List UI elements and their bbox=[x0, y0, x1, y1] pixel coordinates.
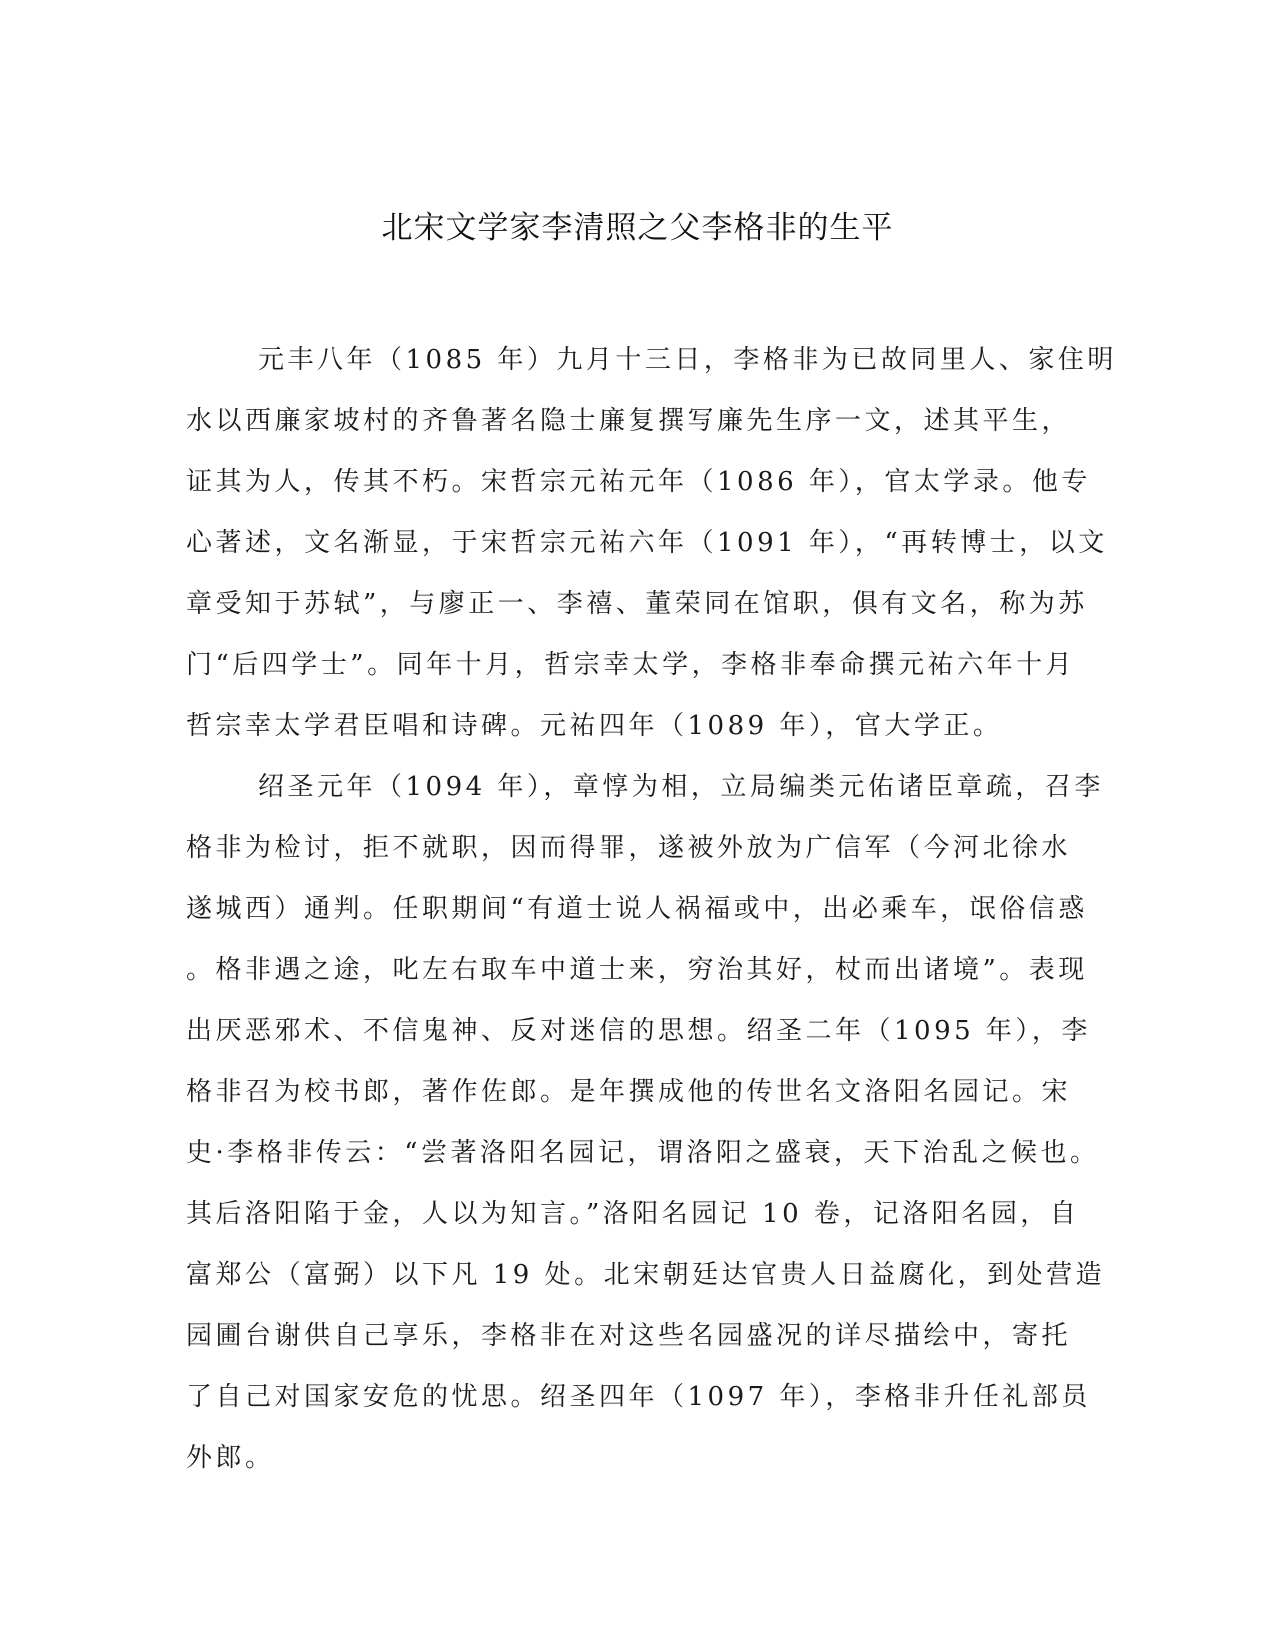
paragraph-line: 证其为人，传其不朽。宋哲宗元祐元年（1086 年），官太学录。他专 bbox=[186, 467, 1091, 497]
paragraph-line: 了自己对国家安危的忧思。绍圣四年（1097 年），李格非升任礼部员 bbox=[186, 1382, 1091, 1412]
document-body bbox=[186, 330, 1117, 1489]
paragraph-2 bbox=[186, 757, 1106, 1489]
paragraph-line: 出厌恶邪术、不信鬼神、反对迷信的思想。绍圣二年（1095 年），李 bbox=[186, 1016, 1091, 1046]
paragraph-line: 绍圣元年（1094 年），章惇为相，立局编类元佑诸臣章疏，召李 bbox=[258, 772, 1104, 802]
paragraph-line: 格非为检讨，拒不就职，因而得罪，遂被外放为广信军（今河北徐水 bbox=[186, 833, 1072, 863]
paragraph-line: 章受知于苏轼”，与廖正一、李禧、董荣同在馆职，俱有文名，称为苏 bbox=[186, 589, 1088, 619]
paragraph-line: 富郑公（富弼）以下凡 19 处。北宋朝廷达官贵人日益腐化，到处营造 bbox=[186, 1260, 1106, 1290]
paragraph-line: 心著述，文名渐显，于宋哲宗元祐六年（1091 年），“再转博士，以文 bbox=[186, 528, 1108, 558]
paragraph-line: 。格非遇之途，叱左右取车中道士来，穷治其好，杖而出诸境”。表现 bbox=[186, 955, 1088, 985]
paragraph-line: 格非召为校书郎，著作佐郎。是年撰成他的传世名文洛阳名园记。宋 bbox=[186, 1077, 1072, 1107]
paragraph-line: 门“后四学士”。同年十月，哲宗幸太学，李格非奉命撰元祐六年十月 bbox=[186, 650, 1076, 680]
document-title: 北宋文学家李清照之父李格非的生平 bbox=[381, 210, 894, 246]
paragraph-line: 元丰八年（1085 年）九月十三日，李格非为已故同里人、家住明 bbox=[258, 345, 1117, 375]
paragraph-line: 水以西廉家坡村的齐鲁著名隐士廉复撰写廉先生序一文，述其平生， bbox=[186, 406, 1072, 436]
paragraph-line: 其后洛阳陷于金，人以为知言。”洛阳名园记 10 卷，记洛阳名园，自 bbox=[186, 1199, 1080, 1229]
paragraph-line: 遂城西）通判。任职期间“有道士说人祸福或中，出必乘车，氓俗信惑 bbox=[186, 894, 1088, 924]
paragraph-line: 哲宗幸太学君臣唱和诗碑。元祐四年（1089 年），官大学正。 bbox=[186, 711, 1003, 741]
paragraph-line: 园圃台谢供自己享乐，李格非在对这些名园盛况的详尽描绘中，寄托 bbox=[186, 1321, 1072, 1351]
paragraph-line: 外郎。 bbox=[186, 1443, 275, 1473]
paragraph-1 bbox=[186, 330, 1117, 757]
paragraph-line: 史·李格非传云：“尝著洛阳名园记，谓洛阳之盛衰，天下治乱之候也。 bbox=[186, 1138, 1100, 1168]
